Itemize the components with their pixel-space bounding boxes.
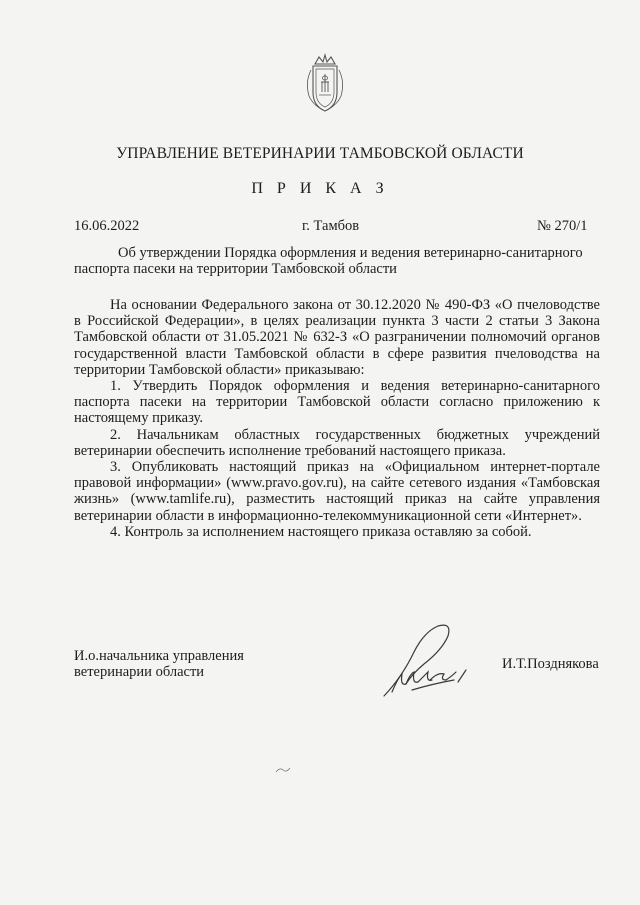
document-title: П Р И К А З	[251, 180, 389, 197]
handwritten-signature-icon	[372, 622, 484, 702]
scan-speck	[274, 765, 292, 775]
signatory-position	[74, 648, 244, 680]
body-intro: На основании Федерального закона от 30.12.2020 № 490-ФЗ «О пчеловодстве в Российской Федерации», в целях реализации пункта 3 части 2 статьи 3 Закона Тамбовской области от 31.05.2021 № 632-З «О разграничении полномочий органов государственной власти Тамбовской области в сфере развития пчеловодства на территории Тамбовской области» приказываю:	[74, 297, 600, 378]
body-item-4: 4. Контроль за исполнением настоящего приказа оставляю за собой.	[110, 523, 532, 540]
body-item-1: 1. Утвердить Порядок оформления и ведения ветеринарно-санитарного паспорта пасеки на территории Тамбовской области согласно приложению к настоящему приказу.	[74, 378, 600, 427]
document-subject	[74, 245, 604, 277]
subject-text: Об утверждении Порядка оформления и ведения ветеринарно-санитарного паспорта пасеки на территории Тамбовской области	[74, 245, 583, 277]
signatory-name: И.Т.Позднякова	[502, 656, 599, 672]
document-number: № 270/1	[537, 218, 588, 234]
document-body	[74, 297, 600, 540]
document-city: г. Тамбов	[302, 218, 360, 234]
signatory-position-line1: И.о.начальника управления	[74, 648, 244, 664]
coat-of-arms-icon	[301, 52, 349, 114]
body-item-3: 3. Опубликовать настоящий приказ на «Официальном интернет-портале правовой информации» (www.pravo.gov.ru), на сайте сетевого издания «Тамбовская жизнь» (www.tamlife.ru), разместить настоящий приказ на сайте управления ветеринарии области в информационно-телекоммуникационной сети «Интернет».	[74, 459, 600, 524]
body-item-2: 2. Начальникам областных государственных бюджетных учреждений ветеринарии обеспечить исполнение требований настоящего приказа.	[74, 426, 600, 459]
agency-name: УПРАВЛЕНИЕ ВЕТЕРИНАРИИ ТАМБОВСКОЙ ОБЛАСТИ	[116, 145, 524, 162]
signatory-position-line2: ветеринарии области	[74, 664, 205, 680]
document-date: 16.06.2022	[74, 218, 140, 234]
